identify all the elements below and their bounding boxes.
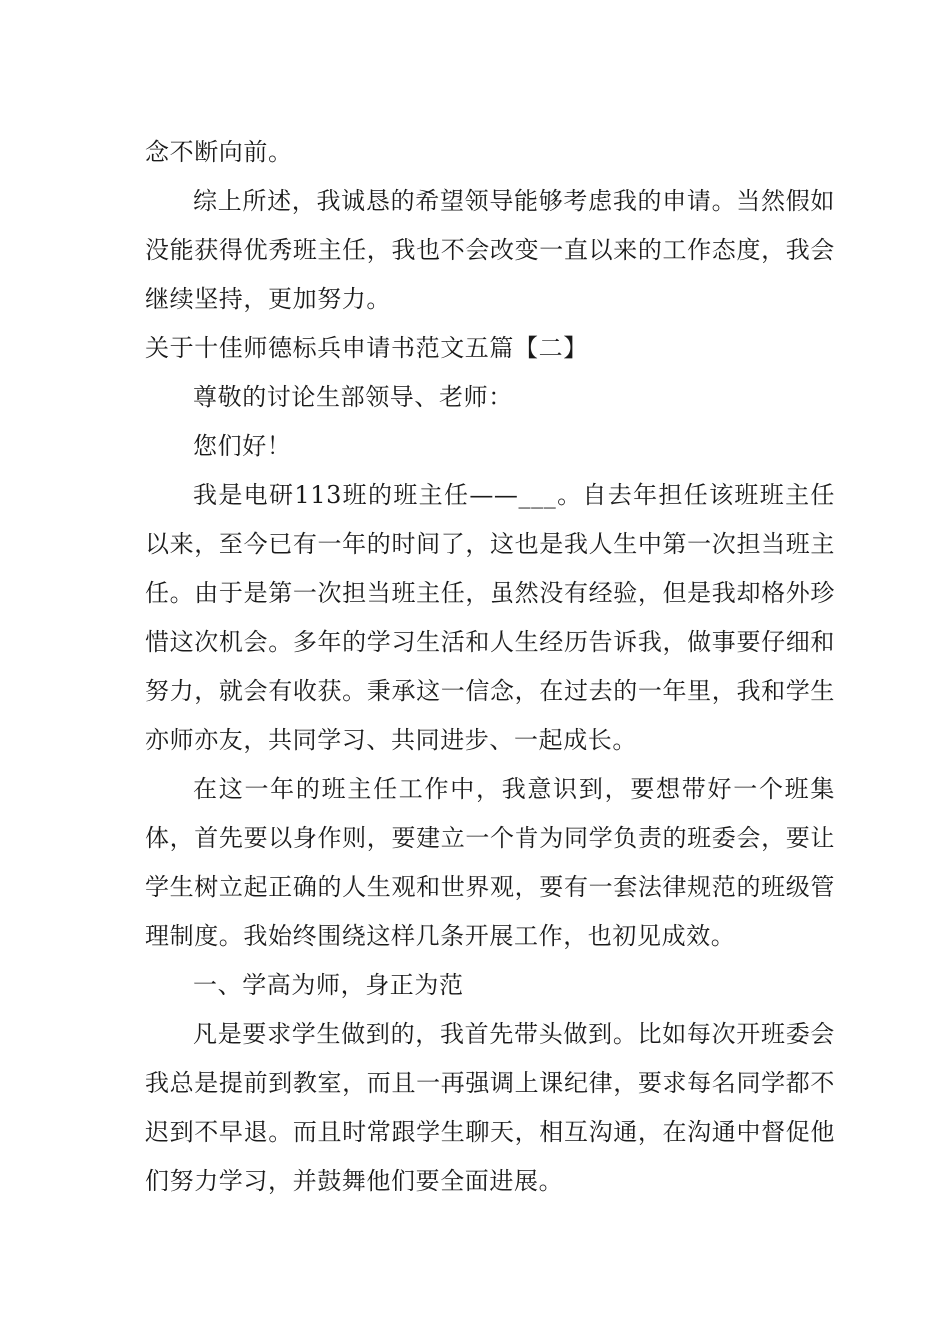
paragraph-continuation: 念不断向前。 bbox=[145, 138, 293, 166]
greeting: 您们好！ bbox=[193, 432, 292, 460]
paragraph-lead-by-example: 凡是要求学生做到的，我首先带头做到。比如每次开班委会我总是提前到教室，而且一再强调上课纪律，要求每名同学都不迟到不早退。而且时常跟学生聊天，相互沟通，在沟通中督促他们努力学习，并鼓舞他们要全面进展。 bbox=[145, 1020, 835, 1195]
subheading-lead-by-example: 一、学高为师，身正为范 bbox=[193, 971, 464, 999]
paragraph-introduction: 我是电研113班的班主任——___。自去年担任该班班主任以来，至今已有一年的时间了，这也是我人生中第一次担当班主任。由于是第一次担当班主任，虽然没有经验，但是我却格外珍惜这次机会。多年的学习生活和人生经历告诉我，做事要仔细和努力，就会有收获。秉承这一信念，在过去的一年里，我和学生亦师亦友，共同学习、共同进步、一起成长。 bbox=[145, 481, 835, 754]
section-heading: 关于十佳师德标兵申请书范文五篇【二】 bbox=[145, 334, 588, 362]
paragraph-work-summary: 在这一年的班主任工作中，我意识到，要想带好一个班集体，首先要以身作则，要建立一个肯为同学负责的班委会，要让学生树立起正确的人生观和世界观，要有一套法律规范的班级管理制度。我始终围绕这样几条开展工作，也初见成效。 bbox=[145, 775, 835, 950]
document-body bbox=[145, 128, 835, 1206]
salutation: 尊敬的讨论生部领导、老师： bbox=[193, 383, 513, 411]
paragraph-conclusion: 综上所述，我诚恳的希望领导能够考虑我的申请。当然假如没能获得优秀班主任，我也不会改变一直以来的工作态度，我会继续坚持，更加努力。 bbox=[145, 187, 835, 313]
